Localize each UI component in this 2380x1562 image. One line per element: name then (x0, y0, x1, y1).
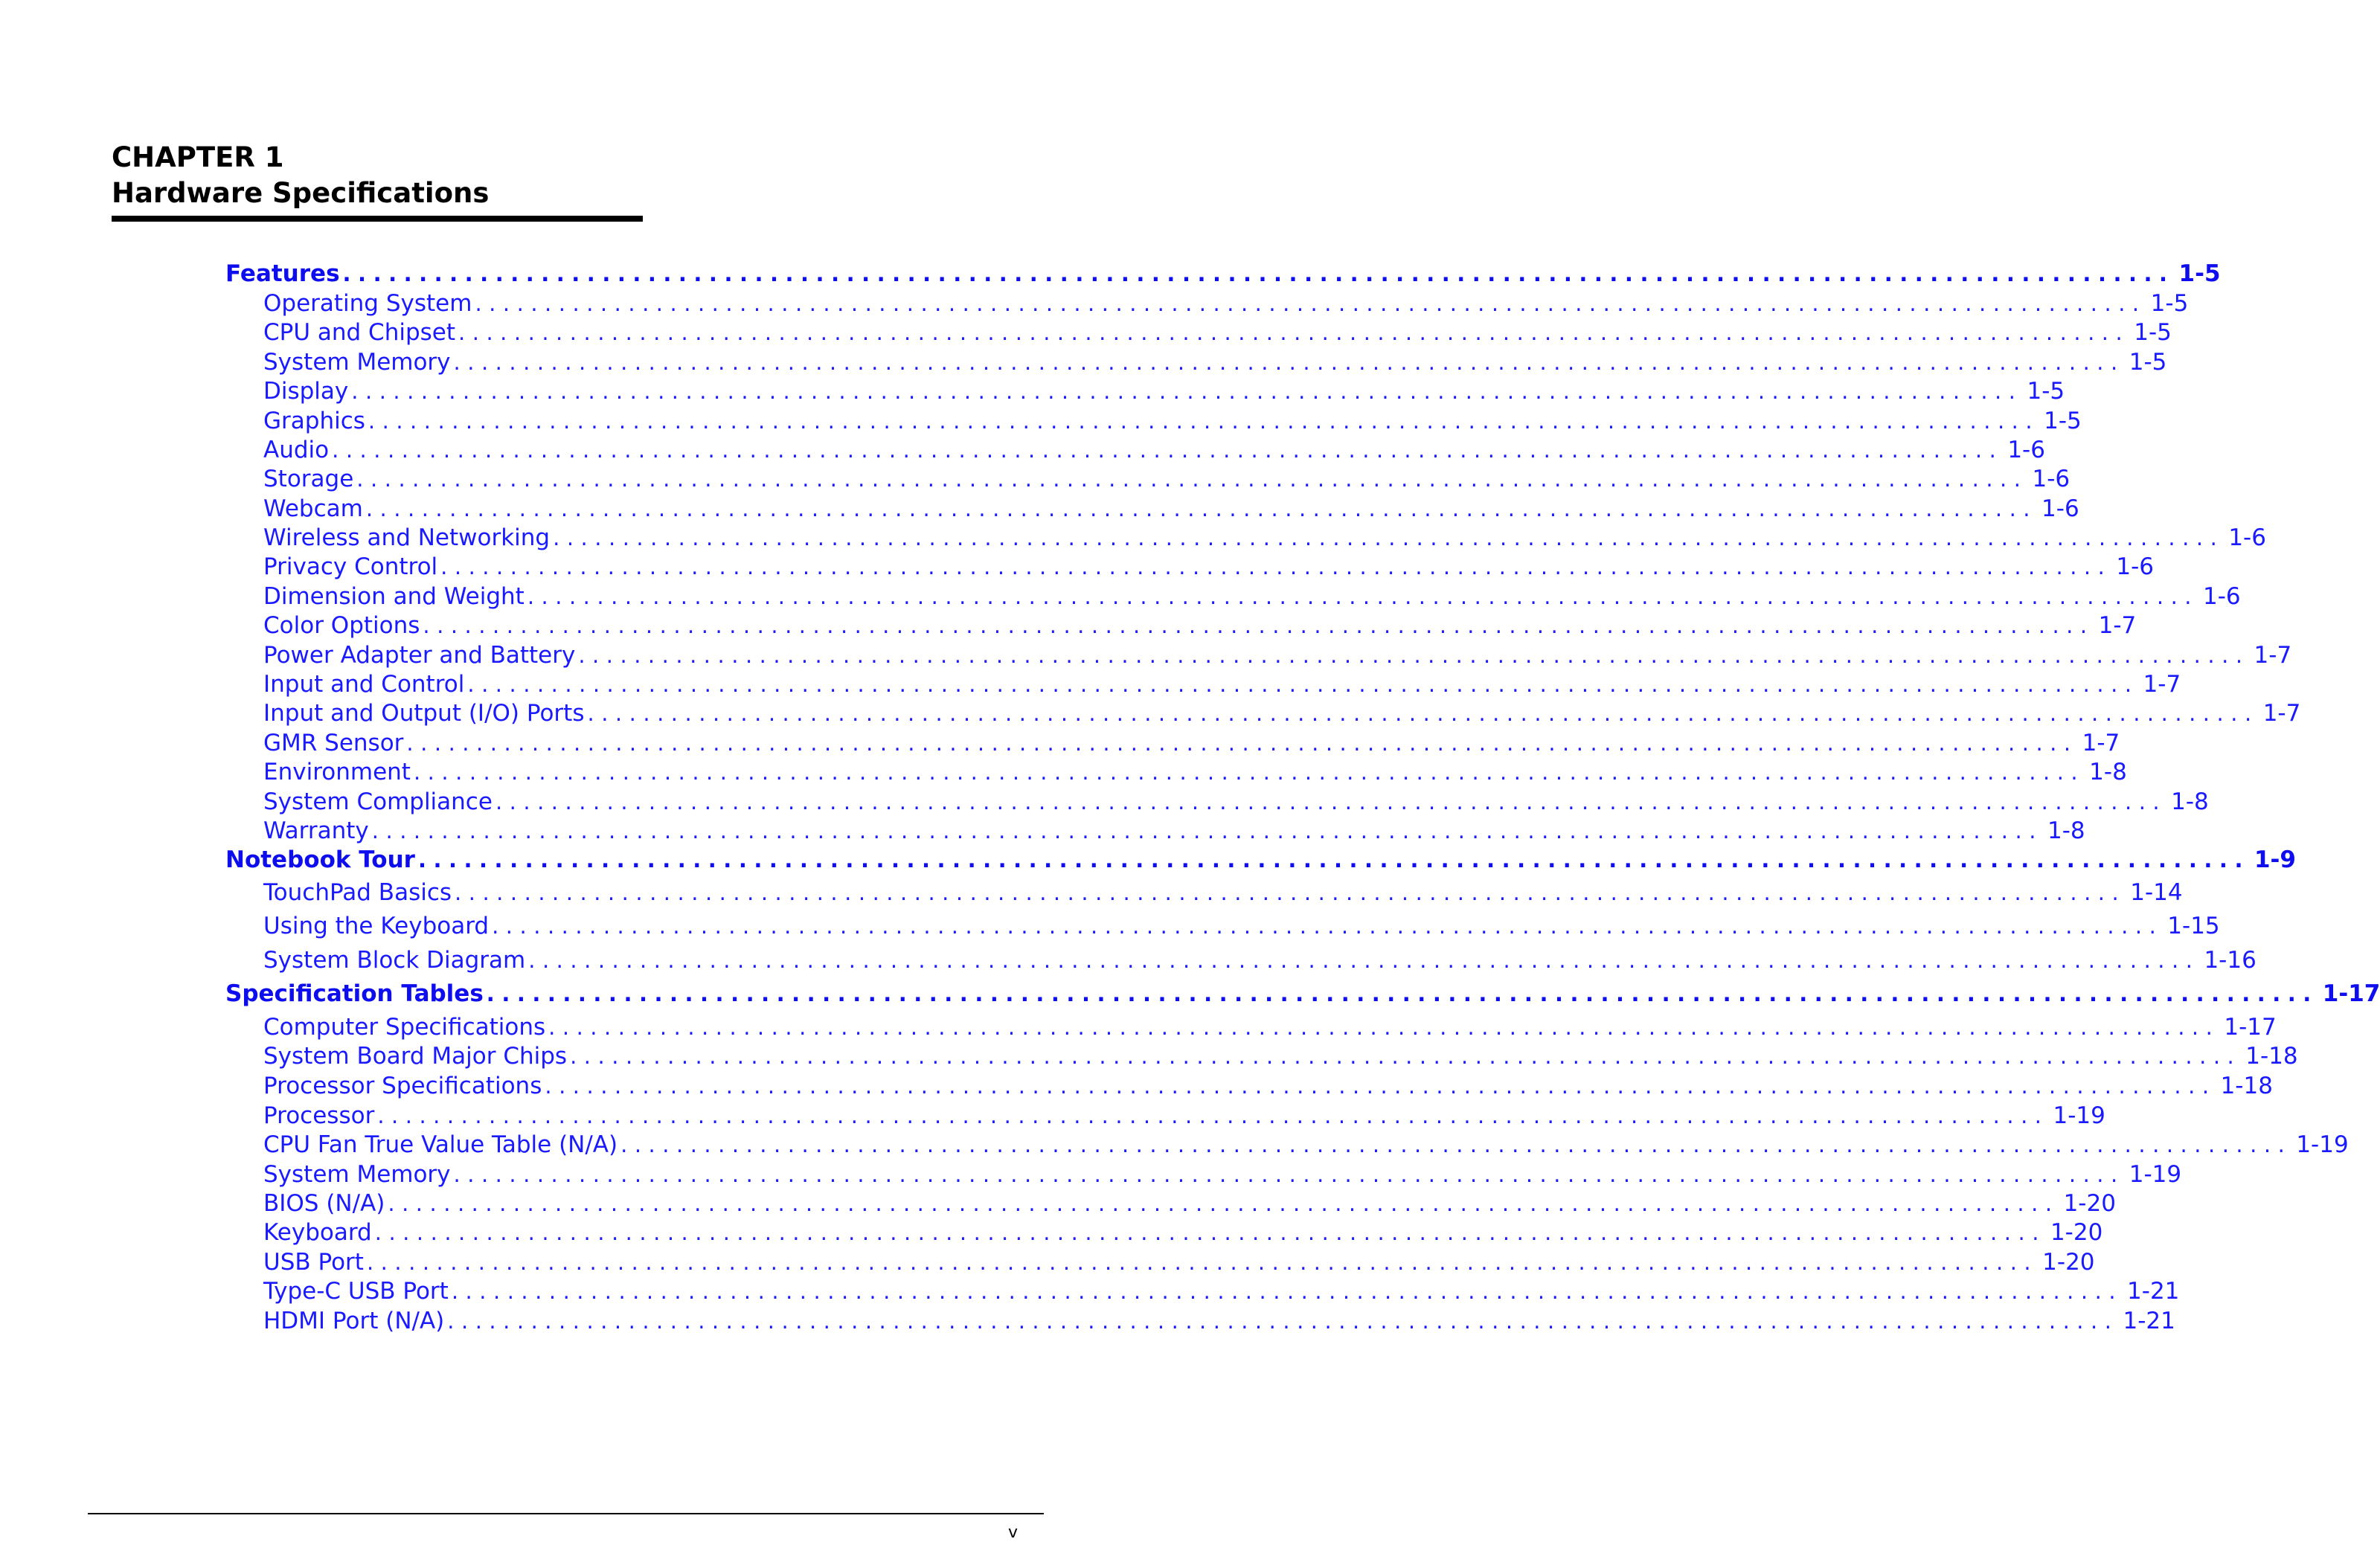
toc-leader-dots: ........................................................................................................................ (447, 1308, 2119, 1334)
toc-entry-page: 1-5 (2150, 290, 2189, 317)
toc-section-entry[interactable] (225, 845, 2296, 875)
toc-entry-page: 1-5 (2129, 349, 2167, 376)
toc-entry[interactable] (263, 347, 2167, 377)
toc-entry-title: Storage (263, 466, 354, 492)
chapter-heading (112, 140, 643, 222)
toc-entry-page: 1-5 (2044, 408, 2082, 434)
toc-entry-title: Dimension and Weight (263, 583, 525, 610)
toc-entry-page: 1-14 (2130, 879, 2183, 906)
toc-leader-dots: ........................................................................................................................ (451, 1279, 2123, 1304)
toc-entry[interactable] (263, 376, 2065, 406)
toc-leader-dots: ........................................................................................................................ (377, 1103, 2049, 1128)
toc-leader-dots: ........................................................................................................................ (417, 847, 2250, 872)
toc-entry-title: Computer Specifications (263, 1014, 546, 1041)
toc-entry[interactable] (263, 406, 2082, 436)
toc-entry-title: Input and Output (I/O) Ports (263, 700, 585, 727)
toc-entry[interactable] (263, 582, 2241, 611)
toc-entry-title: Warranty (263, 817, 369, 844)
toc-entry-title: GMR Sensor (263, 730, 404, 756)
toc-entry-page: 1-9 (2254, 846, 2296, 873)
toc-leader-dots: ........................................................................................................................ (548, 1015, 2220, 1040)
toc-leader-dots: ........................................................................................................................ (351, 379, 2023, 404)
toc-leader-dots: ........................................................................................................................ (365, 496, 2038, 521)
toc-leader-dots: ........................................................................................................................ (356, 466, 2028, 492)
toc-entry[interactable] (263, 552, 2154, 582)
toc-leader-dots: ........................................................................................................................ (368, 408, 2040, 434)
toc-leader-dots: ........................................................................................................................ (342, 261, 2175, 286)
toc-entry[interactable] (263, 1247, 2095, 1277)
toc-entry[interactable] (263, 464, 2071, 494)
toc-entry-page: 1-7 (2082, 730, 2120, 756)
toc-entry[interactable] (263, 728, 2120, 758)
toc-entry-title: Power Adapter and Battery (263, 642, 576, 669)
toc-entry[interactable] (263, 1218, 2103, 1247)
toc-entry-page: 1-6 (2007, 437, 2045, 463)
toc-entry-title: CPU and Chipset (263, 319, 456, 346)
toc-entry-title: Specification Tables (225, 980, 484, 1007)
toc-leader-dots: ........................................................................................................................ (458, 320, 2130, 345)
chapter-rule (112, 216, 643, 222)
toc-section-entry[interactable] (225, 259, 2221, 289)
toc-entry-title: CPU Fan True Value Table (N/A) (263, 1131, 618, 1158)
toc-entry[interactable] (263, 1276, 2180, 1306)
toc-entry-page: 1-18 (2220, 1073, 2273, 1099)
toc-entry-page: 1-15 (2167, 913, 2220, 939)
toc-entry-title: TouchPad Basics (263, 879, 452, 906)
toc-leader-dots: ........................................................................................................................ (545, 1073, 2216, 1099)
chapter-title: Hardware Specifications (112, 177, 490, 209)
toc-entry-page: 1-6 (2032, 466, 2071, 492)
toc-entry-title: Color Options (263, 612, 420, 639)
page-number: v (1008, 1523, 1019, 1542)
toc-entry[interactable] (263, 1306, 2175, 1336)
toc-entry-page: 1-7 (2143, 671, 2181, 698)
toc-entry-title: BIOS (N/A) (263, 1190, 385, 1217)
toc-entry-page: 1-6 (2228, 524, 2266, 551)
toc-leader-dots: ........................................................................................................................ (528, 948, 2200, 973)
toc-entry-title: System Block Diagram (263, 947, 526, 974)
toc-entry-title: USB Port (263, 1249, 364, 1276)
toc-entry-title: Operating System (263, 290, 472, 317)
toc-entry[interactable] (263, 318, 2172, 347)
toc-leader-dots: ........................................................................................................................ (406, 730, 2078, 756)
toc-entry[interactable] (263, 1071, 2273, 1101)
toc-entry-page: 1-8 (2171, 788, 2209, 815)
toc-leader-dots: ........................................................................................................................ (455, 880, 2126, 905)
toc-entry-title: Keyboard (263, 1219, 372, 1246)
toc-leader-dots: ........................................................................................................................ (423, 613, 2094, 638)
toc-leader-dots: ........................................................................................................................ (620, 1132, 2292, 1157)
toc-entry-title: Features (225, 260, 340, 287)
toc-leader-dots: ........................................................................................................................ (492, 913, 2164, 939)
toc-leader-dots: ........................................................................................................................ (578, 643, 2250, 668)
toc-entry-page: 1-7 (2098, 612, 2137, 639)
toc-entry-page: 1-20 (2063, 1190, 2116, 1217)
toc-entry-page: 1-17 (2224, 1014, 2277, 1041)
toc-entry-title: Processor (263, 1102, 375, 1129)
toc-leader-dots: ........................................................................................................................ (371, 818, 2043, 843)
toc-leader-dots: ........................................................................................................................ (453, 1162, 2125, 1187)
toc-entry-page: 1-6 (2116, 553, 2154, 580)
toc-entry-title: HDMI Port (N/A) (263, 1308, 445, 1334)
toc-entry-page: 1-18 (2245, 1043, 2298, 1070)
toc-entry-page: 1-8 (2089, 759, 2127, 785)
toc-entry[interactable] (263, 640, 2292, 670)
toc-entry-page: 1-19 (2296, 1131, 2349, 1158)
toc-leader-dots: ........................................................................................................................ (453, 350, 2125, 375)
toc-entry[interactable] (263, 494, 2079, 524)
toc-entry-title: System Board Major Chips (263, 1043, 568, 1070)
toc-entry-page: 1-20 (2042, 1249, 2095, 1276)
toc-entry[interactable] (263, 435, 2045, 465)
toc-entry[interactable] (263, 1189, 2116, 1218)
toc-leader-dots: ........................................................................................................................ (332, 437, 2004, 463)
toc-leader-dots: ........................................................................................................................ (495, 789, 2167, 814)
toc-section-entry[interactable] (225, 979, 2380, 1009)
toc-leader-dots: ........................................................................................................................ (388, 1191, 2059, 1216)
toc-entry[interactable] (263, 757, 2127, 787)
toc-entry-page: 1-21 (2127, 1278, 2180, 1305)
toc-entry-title: System Memory (263, 1161, 451, 1188)
toc-leader-dots: ........................................................................................................................ (587, 701, 2259, 726)
toc-entry-title: Processor Specifications (263, 1073, 542, 1099)
toc-entry-page: 1-5 (2178, 260, 2221, 287)
toc-entry-page: 1-6 (2041, 495, 2079, 522)
toc-entry-title: Environment (263, 759, 411, 785)
toc-entry[interactable] (263, 945, 2256, 975)
toc-entry[interactable] (263, 1041, 2298, 1071)
toc-entry-title: Graphics (263, 408, 365, 434)
toc-entry-title: System Memory (263, 349, 451, 376)
toc-entry[interactable] (263, 787, 2209, 817)
toc-leader-dots: ........................................................................................................................ (366, 1250, 2039, 1275)
footer-rule (88, 1513, 1044, 1514)
chapter-label: CHAPTER 1 (112, 141, 284, 173)
toc-entry[interactable] (263, 1101, 2105, 1131)
toc-entry[interactable] (263, 1160, 2182, 1189)
toc-entry-page: 1-17 (2322, 980, 2380, 1007)
toc-entry[interactable] (263, 289, 2189, 318)
toc-entry-title: Privacy Control (263, 553, 438, 580)
toc-entry-title: Webcam (263, 495, 363, 522)
toc-entry-title: Input and Control (263, 671, 465, 698)
toc-entry[interactable] (263, 878, 2183, 907)
toc-leader-dots: ........................................................................................................................ (570, 1044, 2242, 1069)
toc-entry-page: 1-21 (2123, 1308, 2175, 1334)
toc-leader-dots: ........................................................................................................................ (413, 759, 2085, 785)
toc-entry-title: Audio (263, 437, 330, 463)
toc-entry[interactable] (263, 911, 2220, 941)
toc-entry[interactable] (263, 523, 2266, 553)
toc-entry[interactable] (263, 698, 2301, 728)
toc-leader-dots: ........................................................................................................................ (440, 554, 2112, 579)
toc-entry-page: 1-19 (2129, 1161, 2182, 1188)
toc-entry-page: 1-19 (2053, 1102, 2105, 1129)
toc-entry-title: Notebook Tour (225, 846, 415, 873)
toc-entry-title: Using the Keyboard (263, 913, 490, 939)
toc-entry-title: Type-C USB Port (263, 1278, 449, 1305)
toc-entry[interactable] (263, 611, 2137, 640)
toc-leader-dots: ........................................................................................................................ (527, 584, 2199, 609)
toc-entry[interactable] (263, 816, 2085, 846)
toc-entry-title: System Compliance (263, 788, 493, 815)
toc-leader-dots: ........................................................................................................................ (374, 1220, 2046, 1245)
toc-entry-page: 1-8 (2047, 817, 2085, 844)
toc-entry-page: 1-16 (2204, 947, 2256, 974)
toc-entry-page: 1-20 (2050, 1219, 2103, 1246)
toc-entry-page: 1-7 (2262, 700, 2301, 727)
toc-entry[interactable] (263, 1012, 2277, 1042)
toc-entry-page: 1-5 (2027, 378, 2065, 405)
toc-leader-dots: ........................................................................................................................ (467, 672, 2139, 697)
toc-leader-dots: ........................................................................................................................ (475, 291, 2146, 316)
toc-entry-title: Display (263, 378, 349, 405)
toc-entry-page: 1-5 (2134, 319, 2172, 346)
toc-entry-title: Wireless and Networking (263, 524, 551, 551)
toc-leader-dots: ........................................................................................................................ (486, 981, 2318, 1006)
toc-leader-dots: ........................................................................................................................ (553, 525, 2225, 550)
toc-entry-page: 1-7 (2254, 642, 2292, 669)
toc-entry[interactable] (263, 669, 2181, 699)
toc-entry-page: 1-6 (2203, 583, 2241, 610)
toc-entry[interactable] (263, 1130, 2349, 1160)
